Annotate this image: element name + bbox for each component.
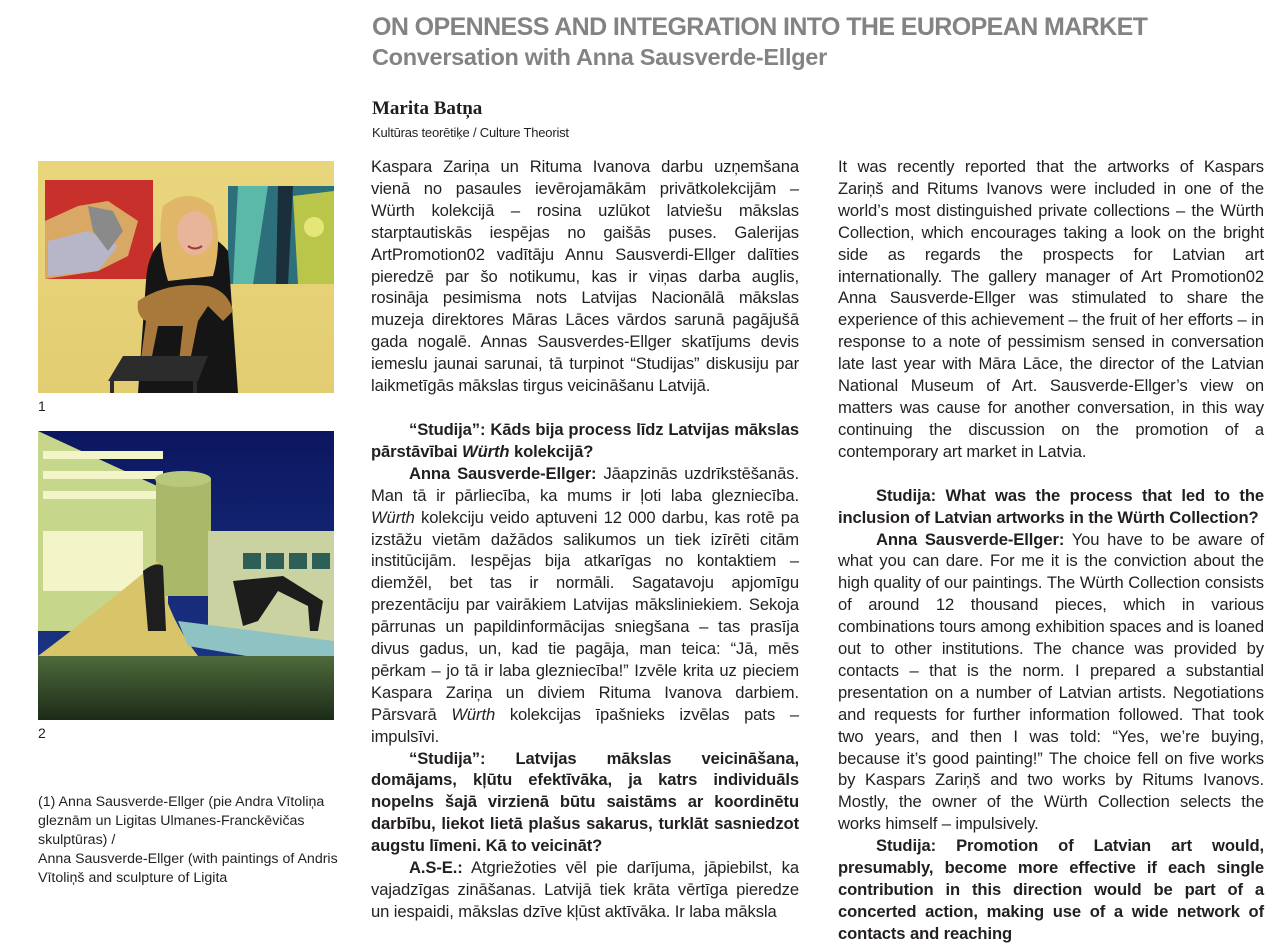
building-photo-illustration xyxy=(38,431,334,720)
photo-anna-sausverde-ellger xyxy=(38,161,334,393)
portrait-photo-illustration xyxy=(38,161,334,393)
latvian-answer-2 xyxy=(371,857,799,923)
answer-text: Atgriežoties vēl pie darījuma, jāpiebilst, ka vajadzīgas zināšanas. Latvijā tiek krāta vērtīga pieredze un iespaidi, mākslas dzīve kļūst aktīvāka. Ir laba māksla xyxy=(371,858,799,921)
latvian-question-2 xyxy=(371,748,799,858)
answer-speaker: Anna Sausverde-Ellger: xyxy=(876,529,1065,549)
question-text: Kāds bija process līdz Latvijas mākslas pārstāvībai xyxy=(371,419,800,461)
question-italic: Würth xyxy=(462,441,510,461)
caption-latvian: (1) Anna Sausverde-Ellger (pie Andra Vītoliņa gleznām un Ligitas Ulmanes-Franckēvičas skulptūras) / xyxy=(38,794,325,848)
latvian-intro: Kaspara Zariņa un Rituma Ivanova darbu uzņemšana vienā no pasaules ievērojamākām privātkolekcijām – Würth kolekcijā – rosina uzlūkot latviešu mākslas starptautiskās iespējas no gaišās puses. Galerijas ArtPromotion02 vadītāju Annu Sausverdi-Ellger dalīties pieredzē par šo notikumu, kas ir viņas darba auglis, rosināja pesimisma nots Latvijas Nacionālā mākslas muzeja direktores Māras Lāces vārdos sarunā pagājušā gada nogalē. Annas Sausverdes-Ellger skatījums devis iemeslu jaunai sarunai, tā turpinot “Studijas” diskusiju par laikmetīgās mākslas tirgus veicināšanu Latvijā. xyxy=(371,157,799,396)
question-text: Studija: Promotion of Latvian art would, presumably, become more effective if each single contribution in this direction would be part of a concerted action, making use of a wide network of contacts and reaching xyxy=(838,836,1264,943)
question-speaker: “Studija”: xyxy=(409,419,486,439)
photo-caption xyxy=(38,793,338,888)
caption-english: Anna Sausverde-Ellger (with paintings of Andris Vītoliņš and sculpture of Ligita xyxy=(38,851,338,886)
answer-text: kolekciju veido aptuveni 12 000 darbu, kas rotē pa izstāžu vietām dažādos salikumos un tiek izīrēti citām institūcijām. Iespējas bija atkarīgas no kontaktiem – diemžēl, bet tas ir normāli. Sagatavoju apjomīgu prezentāciju par vairākiem Latvijas māksliniekiem. Sekoja pārrunas un papildinformācijas sniegšana – tas prasīja divus gadus, un, kad tie pagāja, man teica: “Jā, mēs pērkam – jo tā ir laba glezniecība!” Izvēle krita uz pieciem Kaspara Zariņa un diviem Rituma Ivanova darbiem. Pārsvarā xyxy=(371,507,799,724)
article-subtitle: Conversation with Anna Sausverde-Ellger xyxy=(372,44,827,70)
answer-text: You have to be aware of what you can dare. For me it is the conviction about the high quality of our paintings. The Würth Collection consists of around 12 thousand pieces, which in various combinations tours among exhibition spaces and is loaned out to other institutions. The chance was provided by contacts – that is the norm. I prepared a substantial presentation on a number of Latvian artists. Negotiations and requests for further information followed. That took two years, and then I was told: “Yes, we’re buying, because it’s good painting!” The choice fell on five works by Kaspars Zariņš and two works by Ritums Ivanovs. Mostly, the owner of the Würth Collection selects the works himself – impulsively. xyxy=(838,529,1265,834)
article-heading: ON OPENNESS AND INTEGRATION INTO THE EUROPEAN MARKET xyxy=(372,13,1148,41)
question-text: Studija: What was the process that led to the inclusion of Latvian artworks in the Würth Collection? xyxy=(838,485,1264,527)
article-title xyxy=(372,12,1252,72)
question-speaker: “Studija”: xyxy=(409,748,486,768)
english-question-2 xyxy=(838,835,1264,945)
english-column xyxy=(838,156,1264,945)
author-role: Kultūras teorētiķe / Culture Theorist xyxy=(372,125,569,140)
figure-number-1: 1 xyxy=(38,398,46,414)
figure-number-2: 2 xyxy=(38,725,46,741)
latvian-column xyxy=(371,156,799,923)
photo-wurth-building xyxy=(38,431,334,720)
answer-speaker: Anna Sausverde-Ellger: xyxy=(409,463,597,483)
answer-text: Jāapzinās uzdrīkstēšanās. Man tā ir pārliecība, ka mums ir ļoti laba glezniecība. xyxy=(371,463,800,505)
answer-italic: Würth xyxy=(451,704,496,724)
question-text-end: kolekcijā? xyxy=(513,441,594,461)
latvian-question-1 xyxy=(371,419,799,463)
english-intro: It was recently reported that the artworks of Kaspars Zariņš and Ritums Ivanovs were included in one of the world’s most distinguished private collections – the Würth Collection, which encourages taking a look on the bright side as regards the prospects for Latvian art internationally. The gallery manager of Art Promotion02 Anna Sausverde-Ellger was stimulated to share the experience of this achievement – the fruit of her efforts – in response to a note of pessimism sensed in conversation late last year with Māra Lāce, the director of the Latvian National Museum of Art. Sausverde-Ellger’s view on matters was cause for another conversation, in this way continuing the discussion on the promotion of a contemporary art market in Latvia. xyxy=(838,157,1264,461)
english-answer-1 xyxy=(838,529,1264,836)
question-text: Latvijas mākslas veicināšana, domājams, kļūtu efektīvāka, ja katrs individuāls nopelns šajā virzienā būtu saistāms ar koordinētu darbību, liekot lietā plašus sakarus, turklāt sasniedzot augstu līmeni. Kā to veicināt? xyxy=(371,748,799,856)
answer-speaker: A.S-E.: xyxy=(409,858,463,878)
english-question-1 xyxy=(838,485,1264,529)
answer-text: kolekcijas īpašnieks izvēlas pats – impulsīvi. xyxy=(371,704,799,746)
latvian-answer-1 xyxy=(371,463,799,748)
answer-italic: Würth xyxy=(371,507,415,527)
author-name: Marita Batņa xyxy=(372,98,483,119)
